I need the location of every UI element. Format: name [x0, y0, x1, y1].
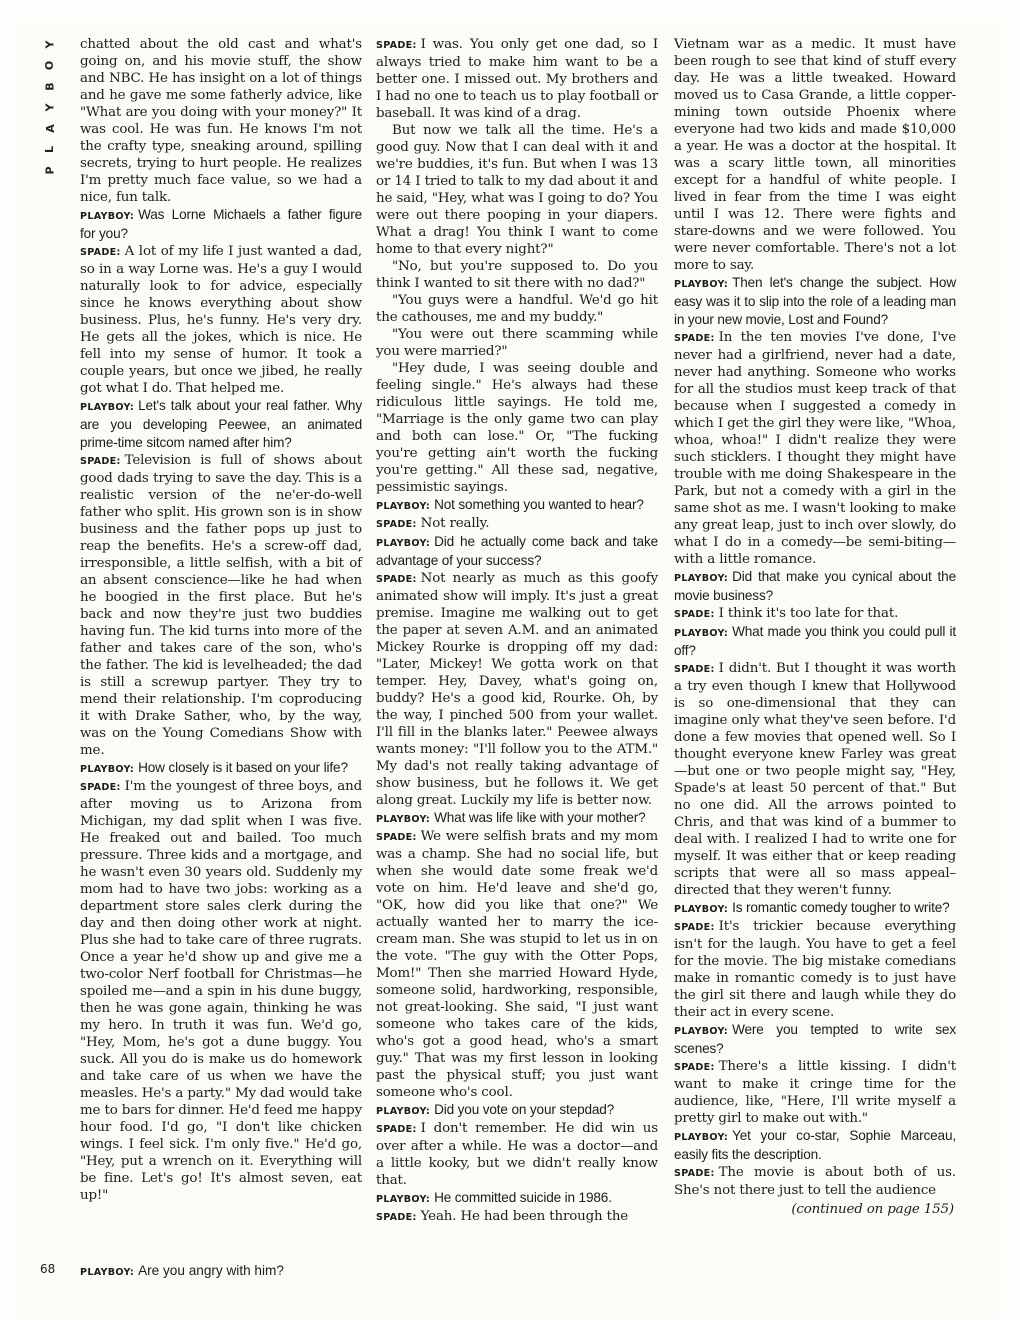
column-1-footer-question: [80, 1262, 362, 1281]
paragraph-text: Vietnam war as a medic. It must have been rough to see that kind of stuff every day. He was a little tweaked. Howard moved us to Casa Grande, a little copper-mining town outside Phoenix where everyone had two kids and made $10,000 a year. He was a doctor at the hospital. It was a scary little town, all minorities except for a handful of white people. I lived in fear from the time I was eight until I was 12. There were fights and stare-downs and we were followed. You were never comfortable. There's not a lot more to say.: [674, 37, 956, 273]
speaker-label: SPADE:: [80, 456, 121, 467]
paragraph-text: In the ten movies I've done, I've never had a girlfriend, never had a date, never had anything. Someone who works for all the studios must keep track of that because when I suggested a comedy in which I get the girl they were like, "Whoa, whoa, whoa!" I didn't realize they were such sticklers. I thought they might have trouble with me doing Shakespeare in the Park, but not a comedy with a girl in the same shot as me. I wasn't looking to make any great leap, just to inch over slowly, do what I do in a comedy—be semi-biting—with a little romance.: [674, 330, 956, 567]
answer-paragraph: [674, 329, 956, 568]
answer-paragraph: [80, 243, 362, 397]
question-paragraph: [674, 274, 956, 329]
speaker-label: PLAYBOY:: [80, 402, 135, 413]
speaker-label: SPADE:: [376, 832, 417, 843]
answer-paragraph: [376, 570, 658, 809]
paragraph-text: Yeah. He had been through the: [420, 1209, 629, 1224]
question-paragraph: [674, 568, 956, 605]
speaker-label: SPADE:: [674, 609, 715, 620]
answer-paragraph: [376, 1208, 658, 1226]
question-paragraph: [674, 1021, 956, 1058]
paragraph-text: Is romantic comedy tougher to write?: [732, 900, 950, 915]
speaker-label: PLAYBOY:: [376, 1194, 431, 1205]
speaker-label: PLAYBOY:: [674, 628, 729, 639]
answer-paragraph: [376, 36, 658, 122]
speaker-label: SPADE:: [674, 664, 715, 675]
paragraph-text: "Hey dude, I was seeing double and feeling single." He's always had these ridiculous little sayings. He told me, "Marriage is the only game two can play and both can lose." Or, "The fucking you're getting ain't worth the fucking you're getting." All these sad, negative, pessimistic sayings.: [376, 361, 658, 495]
speaker-label: PLAYBOY:: [674, 1132, 729, 1143]
answer-paragraph: [80, 778, 362, 1204]
paragraph-text: How closely is it based on your life?: [138, 760, 348, 775]
paragraph-text: Did you vote on your stepdad?: [434, 1102, 615, 1117]
paragraph-text: "You were out there scamming while you were married?": [376, 327, 658, 359]
paragraph-text: I think it's too late for that.: [718, 606, 899, 621]
question-paragraph: [674, 899, 956, 918]
question-paragraph: [376, 809, 658, 828]
speaker-label: PLAYBOY:: [376, 1106, 431, 1117]
answer-paragraph: [674, 660, 956, 899]
question-paragraph: [376, 533, 658, 570]
paragraph-text: Did he actually come back and take advantage of your success?: [376, 534, 658, 568]
body-paragraph: [376, 292, 658, 326]
paragraph-text: We were selfish brats and my mom was a champ. She had no social life, but when she would date some freak we'd vote on him. He'd leave and she'd go, "OK, how did you like that one?" We actually wanted her to marry the ice-cream man. She was stupid to let us in on the vote. "The guy with the Otter Pops, Mom!" Then she married Howard Hyde, someone solid, hardworking, responsible, not great-looking. She said, "I just want someone who takes care of the kids, who's got a good head, who's a smart guy." That was my first lesson in looking past the physical stuff; you just want someone who's cool.: [376, 829, 658, 1100]
speaker-label: PLAYBOY:: [674, 573, 729, 584]
paragraph-text: Then let's change the subject. How easy was it to slip into the role of a leading man in your new movie, Lost and Found?: [674, 275, 956, 327]
paragraph-text: But now we talk all the time. He's a good guy. Now that I can deal with it and we're buddies, it's fun. But when I was 13 or 14 I tried to talk to my dad about it and he said, "Hey, what was I going to do? You were out there pooping in your diapers. What a drag! You think I want to come home to that every night?": [376, 123, 658, 257]
playboy-side-logo: Y O B Y A L P: [43, 40, 57, 175]
body-paragraph: [674, 36, 956, 274]
column-3: [674, 36, 956, 1218]
page-number: 68: [40, 1262, 56, 1276]
paragraph-text: Not nearly as much as this goofy animated show will imply. It's just a great premise. Imagine me walking out to get the paper at seven A.M. and an animated Mickey Rourke is dropping off my dad: "Later, Mickey! We gotta work on that temper. Hey, Davey, what's going on, buddy? He's a good kid, Rourke. Oh, by the way, I pinched 500 from your wallet. I'll fill in the blanks later." Peewee always wants money: "I'll follow you to the ATM." My dad's not really taking advantage of show business, but he follows it. We get along great. Luckily my life is better now.: [376, 571, 658, 808]
paragraph-text: It's trickier because everything isn't for the laugh. You have to get a feel for the movie. The big mistake comedians make in romantic comedy is to just have the girl sit there and laugh while they do their act in every scene.: [674, 919, 956, 1020]
paragraph-text: What made you think you could pull it off?: [674, 624, 956, 658]
speaker-label: PLAYBOY:: [376, 501, 431, 512]
speaker-label: PLAYBOY:: [376, 814, 431, 825]
paragraph-text: Yet your co-star, Sophie Marceau, easily fits the description.: [674, 1128, 956, 1162]
paragraph-text: Not something you wanted to hear?: [434, 497, 644, 512]
question-text: Are you angry with him?: [138, 1263, 284, 1278]
speaker-label: SPADE:: [376, 40, 417, 51]
answer-paragraph: [376, 828, 658, 1101]
paragraph-text: Did that make you cynical about the movie business?: [674, 569, 956, 603]
answer-paragraph: [674, 1058, 956, 1127]
speaker-label: SPADE:: [674, 1168, 715, 1179]
question-paragraph: [376, 1189, 658, 1208]
answer-paragraph: [674, 1164, 956, 1199]
paragraph-text: chatted about the old cast and what's going on, and his movie stuff, the show and NBC. He has insight on a lot of things and he gave me some fatherly advice, like "What are you doing with your money?" It was cool. He was fun. He knows I'm not the crafty type, sneaking around, spilling secrets, trying to hurt people. He realizes I'm pretty much face value, so we had a nice, fun talk.: [80, 37, 362, 205]
speaker-label: PLAYBOY:: [80, 211, 135, 222]
speaker-label: SPADE:: [674, 922, 715, 933]
paragraph-text: Was Lorne Michaels a father figure for you?: [80, 207, 362, 241]
speaker-label: SPADE:: [376, 519, 417, 530]
paragraph-text: What was life like with your mother?: [434, 810, 646, 825]
speaker-label: SPADE:: [376, 574, 417, 585]
body-paragraph: [376, 122, 658, 258]
question-paragraph: [674, 623, 956, 660]
continued-note: (continued on page 155): [791, 1202, 954, 1217]
speaker-label: PLAYBOY:: [674, 279, 729, 290]
paragraph-text: Let's talk about your real father. Why are you developing Peewee, an animated prime-time sitcom named after him?: [80, 398, 362, 450]
speaker-label: SPADE:: [376, 1212, 417, 1223]
body-paragraph: [376, 326, 658, 360]
paragraph-text: A lot of my life I just wanted a dad, so in a way Lorne was. He's a guy I would naturally look to for advice, especially since he knows everything about show business. Plus, he's funny. He's very dry. He gets all the jokes, which is nice. He fell into my sense of humor. It took a couple years, but once we jibed, he really got what I do. That helped me.: [80, 244, 362, 396]
paragraph-text: The movie is about both of us. She's not there just to tell the audience: [674, 1165, 956, 1198]
answer-paragraph: [376, 1120, 658, 1189]
body-paragraph: [376, 360, 658, 496]
answer-paragraph: [674, 605, 956, 623]
question-paragraph: [674, 1127, 956, 1164]
body-paragraph: [80, 36, 362, 206]
paragraph-text: Were you tempted to write sex scenes?: [674, 1022, 956, 1056]
question-paragraph: [376, 1101, 658, 1120]
paragraph-text: I don't remember. He did win us over after a while. He was a doctor—and a little kooky, but we didn't really know that.: [376, 1121, 658, 1188]
paragraph-text: "You guys were a handful. We'd go hit the cathouses, me and my buddy.": [376, 293, 658, 325]
answer-paragraph: [80, 452, 362, 759]
question-paragraph: [80, 759, 362, 778]
speaker-label: PLAYBOY:: [674, 904, 729, 915]
question-paragraph: [80, 397, 362, 452]
speaker-label: SPADE:: [376, 1124, 417, 1135]
paragraph-text: Television is full of shows about good dads trying to save the day. This is a realistic version of the ne'er-do-well father who split. His grown son is in show business and the father pops up just to reap the benefits. He's a screw-off dad, irresponsible, a little selfish, with a bit of an absent conscience—like he had when he boogied in the first place. But he's back and now they're just two buddies having fun. The kid turns into more of the father and takes care of the son, who's the father. The kid is levelheaded; the dad is still a screwup partyer. They try to mend their relationship. I'm coproducing it with Drake Sather, who, by the way, was on the Young Comedians Show with me.: [80, 453, 362, 758]
speaker-label: PLAYBOY:: [674, 1026, 729, 1037]
paragraph-text: "No, but you're supposed to. Do you think I wanted to sit there with no dad?": [376, 259, 658, 291]
answer-paragraph: [376, 515, 658, 533]
speaker-label: SPADE:: [80, 247, 121, 258]
speaker-label: PLAYBOY:: [80, 764, 135, 775]
question-paragraph: [376, 496, 658, 515]
question-paragraph: [80, 206, 362, 243]
paragraph-text: There's a little kissing. I didn't want to make it cringe time for the audience, like, "Here, I'll write myself a pretty girl to make out with.": [674, 1059, 956, 1126]
speaker-label: SPADE:: [674, 333, 715, 344]
answer-paragraph: [674, 918, 956, 1021]
paragraph-text: I didn't. But I thought it was worth a try even though I knew that Hollywood is so one-dimensional that they can imagine only what they've seen before. I'd done a few movies that opened well. So I thought everyone knew Farley was great—but one or two people might say, "Hey, Spade's at least 50 percent of that." But no one did. All the arrows pointed to Chris, and that was kind of a bummer to deal with. I realized I had to write one for myself. It was either that or keep reading scripts that were all so mass appeal–directed that they weren't funny.: [674, 661, 956, 898]
paragraph-text: He committed suicide in 1986.: [434, 1190, 612, 1205]
paragraph-text: Not really.: [420, 516, 490, 531]
paragraph-text: I'm the youngest of three boys, and after moving us to Arizona from Michigan, my dad split when I was five. He freaked out and bailed. Too much pressure. Three kids and a mortgage, and he wasn't even 30 years old. Suddenly my mom had to have two jobs: working as a department store sales clerk during the day and then doing other work at night. Plus she had to take care of three rugrats. Once a year he'd show up and give me a two-color Nerf football for Christmas—he spoiled me—and a spin in his dune buggy, then he was gone again, thinking he was my hero. In truth it was fun. We'd go, "Hey, Mom, he's got a dune buggy. You suck. All you do is make us do homework and take care of us when we have the measles. He's a party." My dad would take me to bars for dinner. He'd feed me happy hour food. I'd go, "I don't like chicken wings. I feel sick. I'm only five." He'd go, "Hey, put a wrench on it. Everything will be fine. Let's go! It's almost seven, eat up!": [80, 779, 362, 1203]
paragraph-text: I was. You only get one dad, so I always tried to make him want to be a better one. I missed out. My brothers and I had no one to teach us to play football or baseball. It was kind of a drag.: [376, 37, 658, 121]
speaker-label: SPADE:: [674, 1062, 715, 1073]
column-1: [80, 36, 362, 1204]
speaker-label: PLAYBOY:: [80, 1267, 135, 1278]
speaker-label: SPADE:: [80, 782, 121, 793]
body-paragraph: [376, 258, 658, 292]
column-2: [376, 36, 658, 1226]
speaker-label: PLAYBOY:: [376, 538, 431, 549]
